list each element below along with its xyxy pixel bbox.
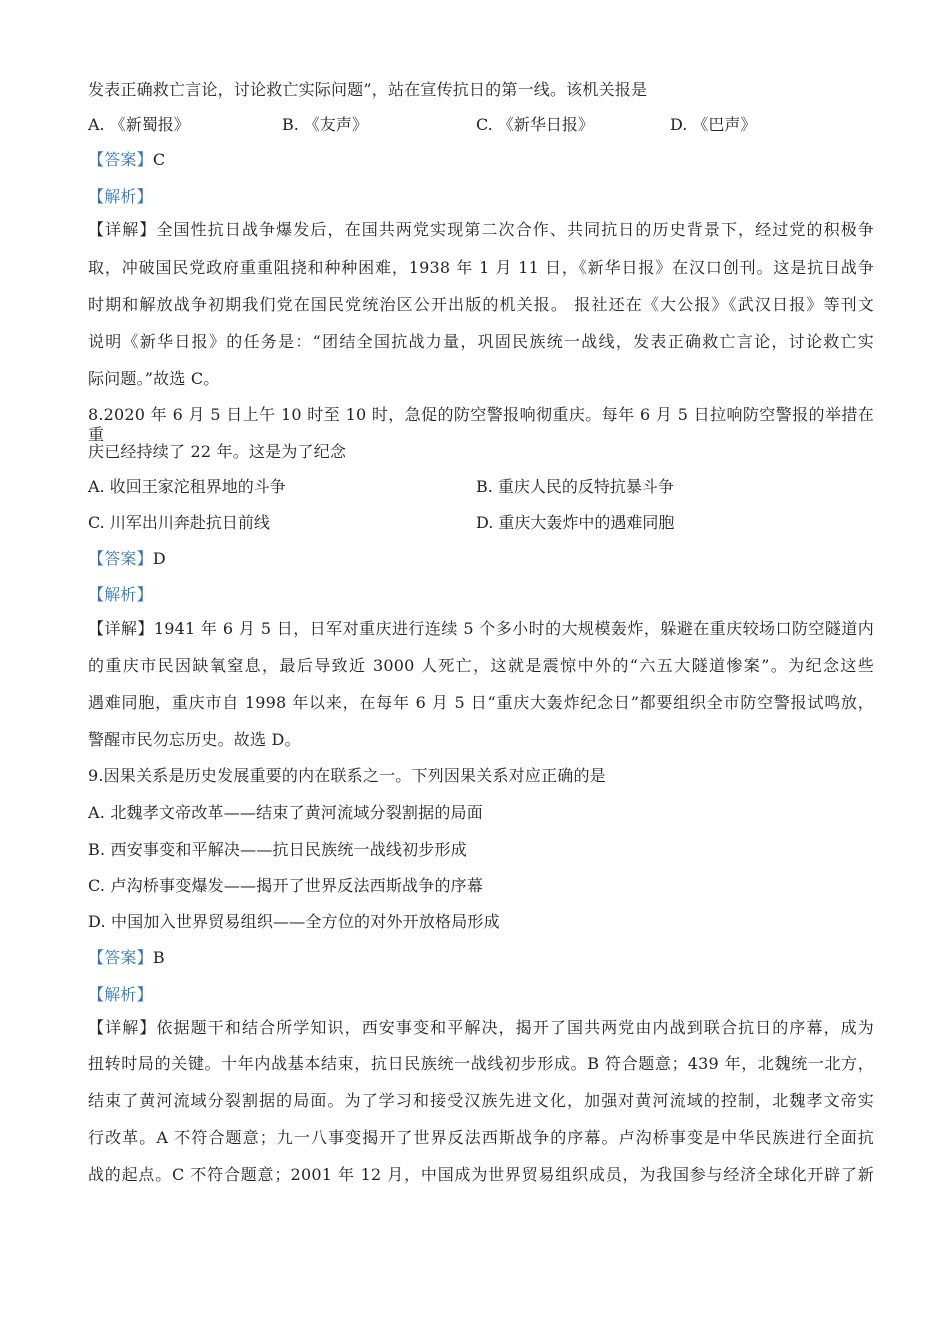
q7-option-a: A. 《新蜀报》 — [88, 115, 190, 134]
answer-tag: 【答案】 — [88, 948, 153, 967]
q9-detail-line: 【详解】依据题干和结合所学知识，西安事变和平解决，揭开了国共两党由内战到联合抗日的序幕，成为 — [88, 1018, 874, 1037]
q8-stem-line: 庆已经持续了 22 年。这是为了纪念 — [88, 442, 347, 461]
answer-tag: 【答案】 — [88, 549, 153, 568]
q7-option-d: D. 《巴声》 — [670, 115, 757, 134]
q9-detail-line: 行改革。A 不符合题意；九一八事变揭开了世界反法西斯战争的序幕。卢沟桥事变是中华民族进行全面抗 — [88, 1128, 874, 1147]
q9-detail-line: 战的起点。C 不符合题意；2001 年 12 月，中国成为世界贸易组织成员，为我国参与经济全球化开辟了新 — [88, 1165, 874, 1184]
q9-option-c: C. 卢沟桥事变爆发——揭开了世界反法西斯战争的序幕 — [88, 876, 484, 895]
q8-analysis-tag: 【解析】 — [88, 585, 153, 604]
q8-option-a: A. 收回王家沱租界地的斗争 — [88, 477, 286, 496]
q8-option-b: B. 重庆人民的反特抗暴斗争 — [476, 477, 674, 496]
q8-detail-line: 遇难同胞，重庆市自 1998 年以来，在每年 6 月 5 日“重庆大轰炸纪念日”都要组织全市防空警报试鸣放， — [88, 693, 874, 712]
q7-detail-line: 时期和解放战争初期我们党在国民党统治区公开出版的机关报。 报社还在《大公报》《武汉日报》等刊文 — [88, 295, 874, 314]
q8-detail-line: 【详解】1941 年 6 月 5 日，日军对重庆进行连续 5 个多小时的大规模轰炸，躲避在重庆较场口防空隧道内 — [88, 619, 874, 638]
q9-option-a: A. 北魏孝文帝改革——结束了黄河流域分裂割据的局面 — [88, 803, 483, 822]
q8-option-d: D. 重庆大轰炸中的遇难同胞 — [476, 513, 675, 532]
q7-detail-line: 取，冲破国民党政府重重阻挠和种种困难，1938 年 1 月 11 日，《新华日报》在汉口创刊。这是抗日战争 — [88, 258, 874, 277]
q7-option-c: C. 《新华日报》 — [476, 115, 594, 134]
q9-stem: 9.因果关系是历史发展重要的内在联系之一。下列因果关系对应正确的是 — [88, 766, 606, 785]
answer-tag: 【答案】 — [88, 150, 153, 169]
q9-answer — [88, 948, 165, 968]
q9-detail-line: 扭转时局的关键。十年内战基本结束，抗日民族统一战线初步形成。B 符合题意；439 年，北魏统一北方， — [88, 1054, 874, 1073]
q9-option-d: D. 中国加入世界贸易组织——全方位的对外开放格局形成 — [88, 912, 500, 931]
q8-detail-line: 警醒市民勿忘历史。故选 D。 — [88, 730, 301, 749]
q8-stem-line: 8.2020 年 6 月 5 日上午 10 时至 10 时，急促的防空警报响彻重庆。每年 6 月 5 日拉响防空警报的举措在重 — [88, 405, 874, 444]
q8-detail-line: 的重庆市民因缺氧窒息，最后导致近 3000 人死亡，这就是震惊中外的“六五大隧道惨案”。为纪念这些 — [88, 656, 874, 675]
q9-detail-line: 结束了黄河流域分裂割据的局面。为了学习和接受汉族先进文化，加强对黄河流域的控制，北魏孝文帝实 — [88, 1091, 874, 1110]
q7-detail-line: 说明《新华日报》的任务是：“团结全国抗战力量，巩固民族统一战线，发表正确救亡言论，讨论救亡实 — [88, 332, 874, 351]
q7-detail-line: 际问题。”故选 C。 — [88, 369, 220, 388]
answer-value: C — [152, 150, 166, 169]
answer-value: D — [152, 549, 166, 568]
q7-option-b: B. 《友声》 — [282, 115, 368, 134]
q9-option-b: B. 西安事变和平解决——抗日民族统一战线初步形成 — [88, 840, 467, 859]
q9-analysis-tag: 【解析】 — [88, 985, 153, 1004]
answer-value: B — [152, 948, 165, 967]
q8-option-c: C. 川军出川奔赴抗日前线 — [88, 513, 270, 532]
q7-answer — [88, 150, 165, 170]
q7-detail-line: 【详解】全国性抗日战争爆发后，在国共两党实现第二次合作、共同抗日的历史背景下，经过党的积极争 — [88, 220, 874, 239]
q8-answer — [88, 549, 166, 569]
q7-analysis-tag: 【解析】 — [88, 187, 153, 206]
q7-stem-tail: 发表正确救亡言论，讨论救亡实际问题”，站在宣传抗日的第一线。该机关报是 — [88, 80, 648, 99]
